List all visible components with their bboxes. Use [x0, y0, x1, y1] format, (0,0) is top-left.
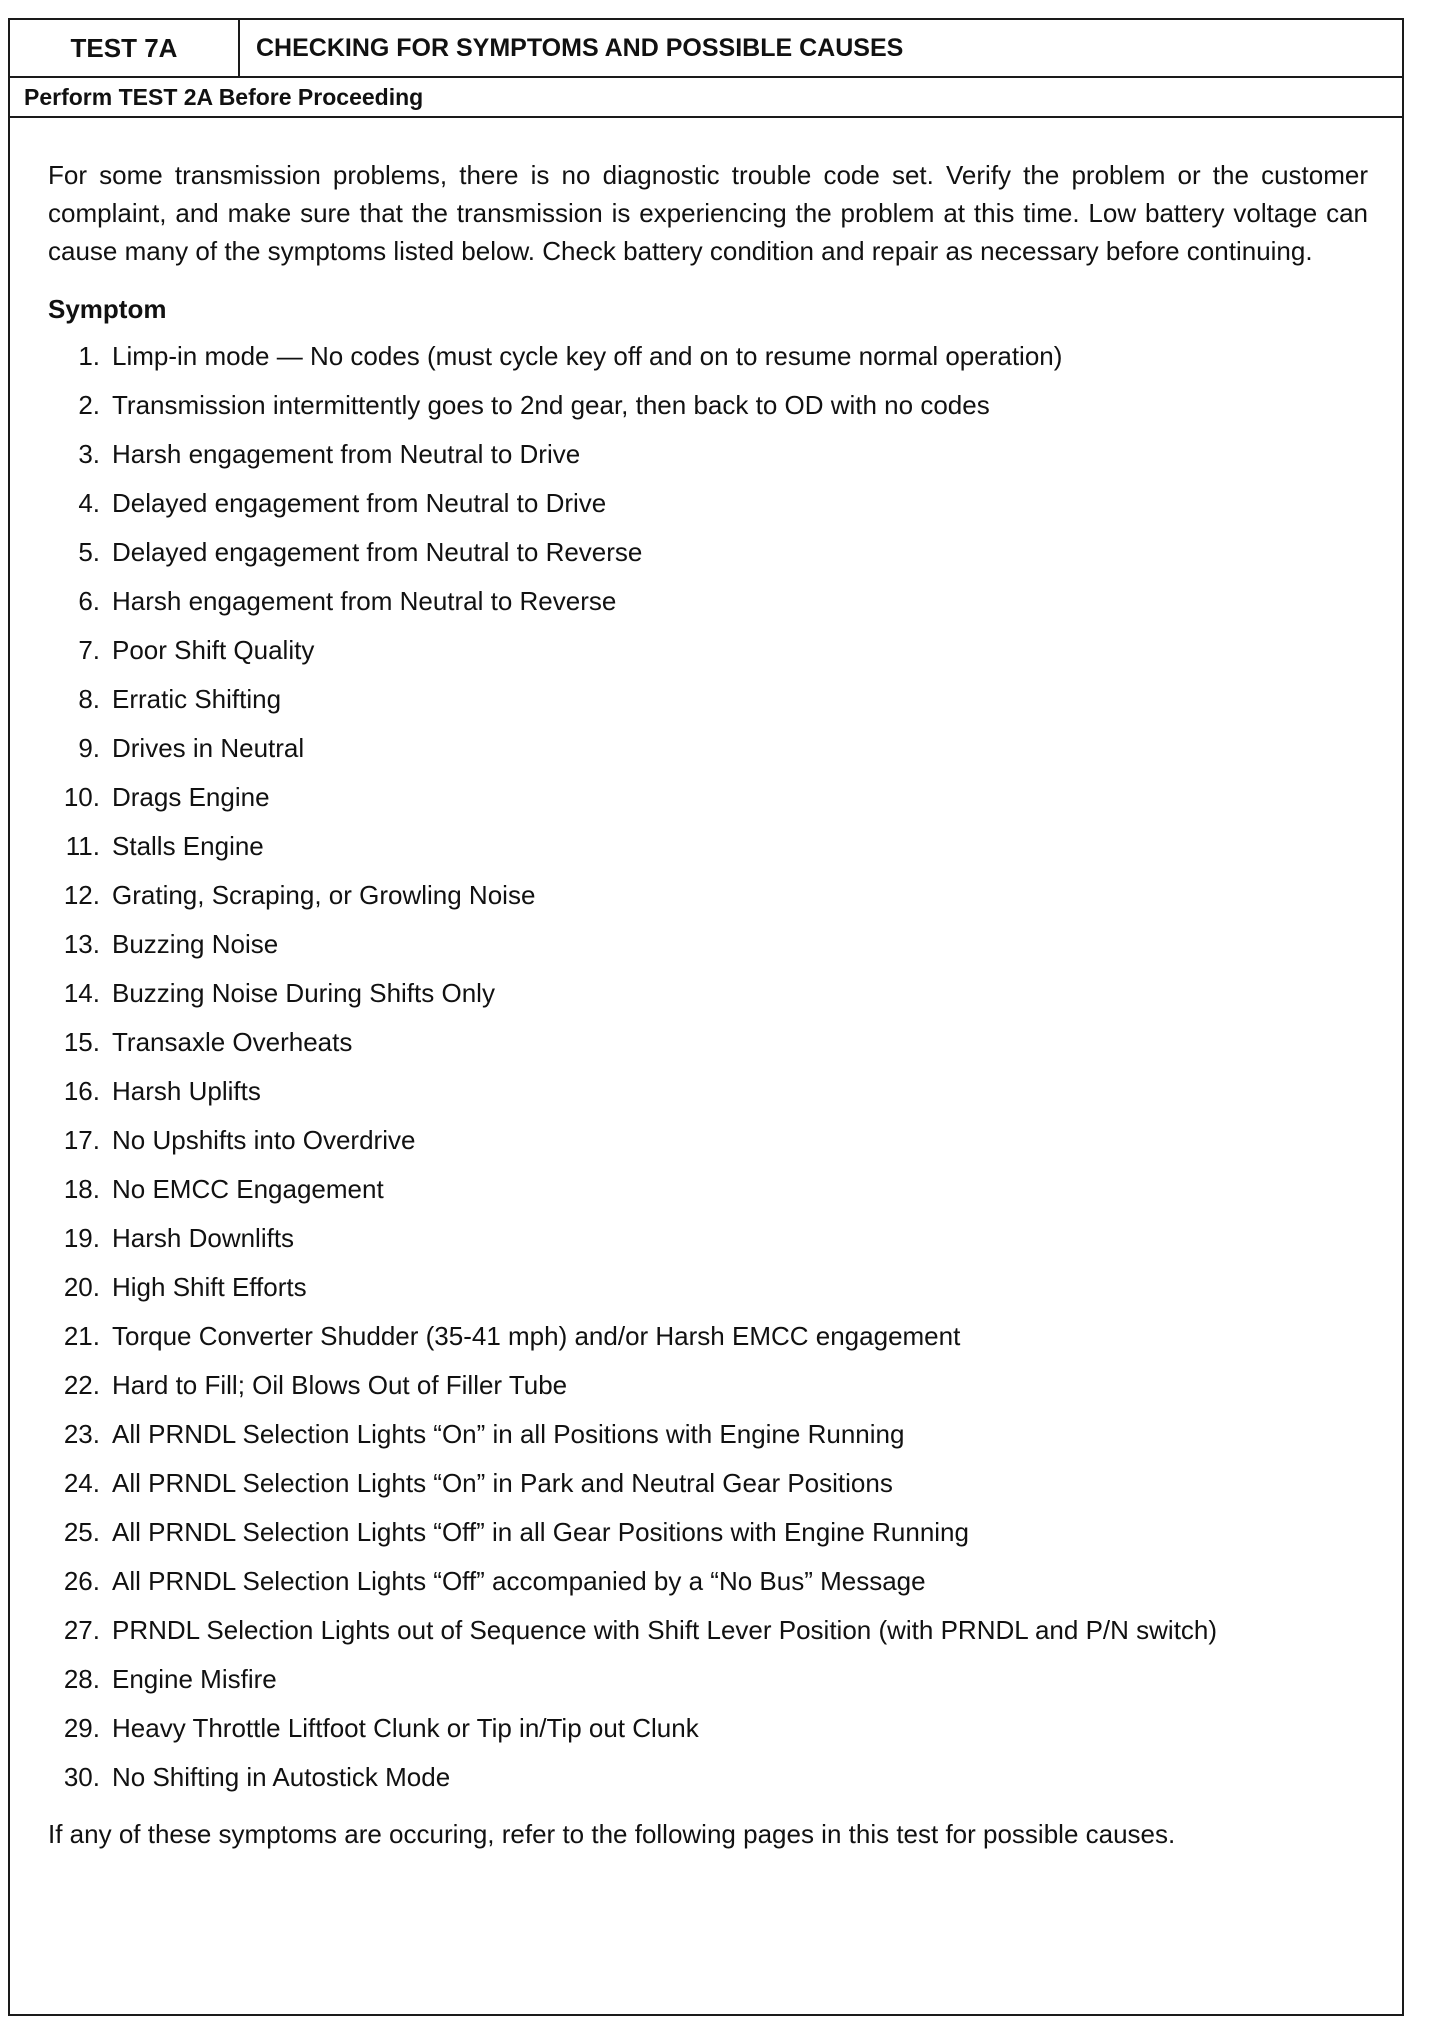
symptom-text: High Shift Efforts [112, 1272, 307, 1302]
symptom-number: 13. [63, 929, 100, 959]
symptom-text: Delayed engagement from Neutral to Reverse [112, 537, 643, 567]
test-id: TEST 7A [10, 20, 240, 76]
symptom-text: Harsh engagement from Neutral to Drive [112, 439, 581, 469]
symptom-number: 8. [78, 684, 100, 714]
symptom-number: 10. [63, 782, 100, 812]
symptom-item [48, 1122, 1368, 1158]
symptom-number: 5. [78, 537, 100, 567]
symptom-number: 9. [78, 733, 100, 763]
symptom-item [48, 534, 1368, 570]
symptom-number: 1. [78, 341, 100, 371]
closing-paragraph: If any of these symptoms are occuring, refer to the following pages in this test for possible causes. [48, 1819, 1176, 1849]
procedure-box [8, 18, 1404, 2016]
symptom-item [48, 1563, 1368, 1599]
symptom-text: Harsh Uplifts [112, 1076, 261, 1106]
symptom-number: 20. [63, 1272, 100, 1302]
symptom-text: All PRNDL Selection Lights “Off” in all Gear Positions with Engine Running [112, 1517, 969, 1547]
symptom-item [48, 828, 1368, 864]
symptom-text: PRNDL Selection Lights out of Sequence with Shift Lever Position (with PRNDL and P/N switch) [112, 1615, 1218, 1645]
symptom-text: All PRNDL Selection Lights “On” in Park and Neutral Gear Positions [112, 1468, 893, 1498]
symptom-text: No EMCC Engagement [112, 1174, 384, 1204]
symptom-text: All PRNDL Selection Lights “On” in all Positions with Engine Running [112, 1419, 905, 1449]
symptom-text: Stalls Engine [112, 831, 264, 861]
intro-paragraph: For some transmission problems, there is no diagnostic trouble code set. Verify the problem or the customer complaint, and make sure that the transmission is experiencing the problem at this time. Low battery voltage can cause many of the symptoms listed below. Check battery condition and repair as necessary before continuing. [48, 160, 1368, 266]
symptom-heading: Symptom [48, 294, 167, 324]
symptom-number: 30. [63, 1762, 100, 1792]
symptom-number: 19. [63, 1223, 100, 1253]
symptom-item [48, 1465, 1368, 1501]
symptom-text: Heavy Throttle Liftfoot Clunk or Tip in/Tip out Clunk [112, 1713, 699, 1743]
symptom-number: 6. [78, 586, 100, 616]
symptom-text: All PRNDL Selection Lights “Off” accompanied by a “No Bus” Message [112, 1566, 926, 1596]
symptom-item [48, 1416, 1368, 1452]
symptom-number: 27. [63, 1615, 100, 1645]
symptom-list [48, 338, 1368, 1795]
symptom-number: 23. [63, 1419, 100, 1449]
symptom-text: Torque Converter Shudder (35-41 mph) and/or Harsh EMCC engagement [112, 1321, 961, 1351]
symptom-number: 17. [63, 1125, 100, 1155]
symptom-number: 4. [78, 488, 100, 518]
symptom-number: 29. [63, 1713, 100, 1743]
symptom-item [48, 1367, 1368, 1403]
symptom-text: Hard to Fill; Oil Blows Out of Filler Tube [112, 1370, 568, 1400]
symptom-number: 28. [63, 1664, 100, 1694]
symptom-number: 26. [63, 1566, 100, 1596]
symptom-item [48, 1024, 1368, 1060]
symptom-text: Poor Shift Quality [112, 635, 315, 665]
symptom-item [48, 730, 1368, 766]
symptom-item [48, 1661, 1368, 1697]
symptom-number: 14. [63, 978, 100, 1008]
symptom-item [48, 1269, 1368, 1305]
test-title: CHECKING FOR SYMPTOMS AND POSSIBLE CAUSES [256, 33, 904, 62]
symptom-number: 15. [63, 1027, 100, 1057]
symptom-text: Limp-in mode — No codes (must cycle key off and on to resume normal operation) [112, 341, 1063, 371]
symptom-text: Delayed engagement from Neutral to Drive [112, 488, 607, 518]
symptom-number: 11. [65, 831, 100, 861]
symptom-number: 2. [78, 390, 100, 420]
symptom-item [48, 1514, 1368, 1550]
symptom-item [48, 926, 1368, 962]
symptom-number: 22. [63, 1370, 100, 1400]
symptom-number: 16. [63, 1076, 100, 1106]
symptom-item [48, 1220, 1368, 1256]
symptom-text: Grating, Scraping, or Growling Noise [112, 880, 536, 910]
symptom-item [48, 1171, 1368, 1207]
symptom-text: No Shifting in Autostick Mode [112, 1762, 451, 1792]
symptom-text: Drags Engine [112, 782, 270, 812]
symptom-text: Transaxle Overheats [112, 1027, 353, 1057]
symptom-item [48, 583, 1368, 619]
symptom-number: 12. [63, 880, 100, 910]
symptom-text: Harsh Downlifts [112, 1223, 295, 1253]
symptom-item [48, 1073, 1368, 1109]
symptom-text: Transmission intermittently goes to 2nd gear, then back to OD with no codes [112, 390, 990, 420]
symptom-text: Erratic Shifting [112, 684, 282, 714]
symptom-item [48, 436, 1368, 472]
symptom-text: Engine Misfire [112, 1664, 277, 1694]
symptom-item [48, 681, 1368, 717]
symptom-text: Drives in Neutral [112, 733, 305, 763]
symptom-item [48, 1318, 1368, 1354]
symptom-item [48, 1710, 1368, 1746]
symptom-number: 18. [63, 1174, 100, 1204]
symptom-item [48, 387, 1368, 423]
symptom-text: Harsh engagement from Neutral to Reverse [112, 586, 617, 616]
symptom-text: Buzzing Noise During Shifts Only [112, 978, 495, 1008]
symptom-item [48, 485, 1368, 521]
symptom-number: 24. [63, 1468, 100, 1498]
symptom-number: 7. [78, 635, 100, 665]
symptom-item [48, 779, 1368, 815]
symptom-item [48, 877, 1368, 913]
header-row [10, 20, 1402, 78]
symptom-text: No Upshifts into Overdrive [112, 1125, 416, 1155]
symptom-item [48, 975, 1368, 1011]
content-area [10, 156, 1402, 1853]
symptom-text: Buzzing Noise [112, 929, 279, 959]
symptom-item [48, 1759, 1368, 1795]
symptom-item [48, 1612, 1368, 1648]
prerequisite-note: Perform TEST 2A Before Proceeding [10, 78, 1402, 118]
symptom-item [48, 632, 1368, 668]
symptom-number: 3. [78, 439, 100, 469]
symptom-item [48, 338, 1368, 374]
symptom-number: 21. [63, 1321, 100, 1351]
symptom-number: 25. [63, 1517, 100, 1547]
